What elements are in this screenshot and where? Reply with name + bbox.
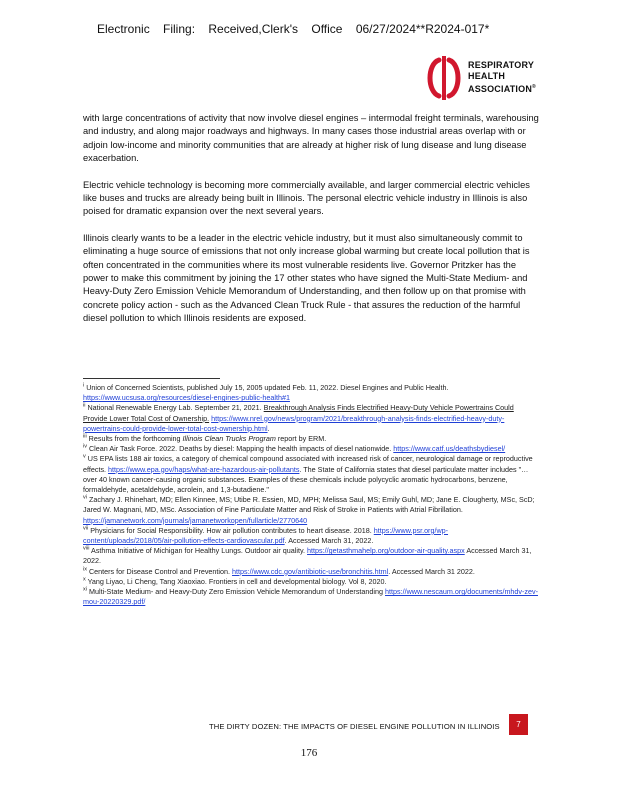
footnote	[83, 434, 538, 444]
filing-stamp: Electronic Filing: Received,Clerk's Office 06/27/2024**R2024-017*	[97, 22, 490, 36]
footnote-text: Physicians for Social Responsibility. How air pollution contributes to heart disease. 2018.	[90, 525, 374, 535]
footnote-text: US EPA lists 188 air toxics, a category of chemical compound associated with increased risk of cancer, neurological damage or reproductive effects.	[83, 454, 533, 474]
footnote-link[interactable]: https://www.ucsusa.org/resources/diesel-engines-public-health#1	[83, 393, 290, 403]
footnote-marker: viii	[83, 545, 90, 552]
logo-registered-mark: ®	[532, 84, 536, 90]
footnote	[83, 526, 538, 546]
footnote-marker: ix	[83, 566, 87, 573]
body-text	[83, 112, 543, 339]
footnote	[83, 383, 538, 403]
footnote	[83, 587, 538, 607]
footnote-marker: iv	[83, 443, 87, 450]
footnote-title: Breakthrough Analysis Finds Electrified Heavy-Duty Vehicle Powertrains Could Provide Lower Total Cost of Ownership.	[83, 403, 514, 423]
footnote-text: Results from the forthcoming	[88, 434, 183, 444]
footnote-marker: vi	[83, 494, 87, 501]
footnote-link[interactable]: https://getasthmahelp.org/outdoor-air-quality.aspx	[307, 546, 465, 556]
footnote-marker: iii	[83, 433, 87, 440]
footnote-text: National Renewable Energy Lab. September 21, 2021.	[87, 403, 264, 413]
footnote	[83, 444, 538, 454]
paragraph: Illinois clearly wants to be a leader in the electric vehicle industry, but it must also simultaneously commit to eliminating a huge source of emissions that not only increase global warming but create local pollution that is often concentrated in the communities where its most vulnerable residents live. Governor Pritzker has the power to make this commitment by joining the 17 other states who have signed the Multi-State Medium- and Heavy-Duty Zero Emission Vehicle Memorandum of Understanding, and then follow up on that promise with concrete policy action - such as the Advanced Clean Truck Rule - that assures the reduction of the harmful diesel pollution to which Illinois residents are exposed.	[83, 232, 530, 324]
footnote-link[interactable]: https://www.catf.us/deathsbydiesel/	[393, 444, 506, 454]
footnote-tail: report by ERM.	[275, 434, 327, 444]
footnote-marker: i	[83, 382, 85, 389]
footnote-link[interactable]: https://www.cdc.gov/antibiotic-use/bronchitis.html	[232, 566, 389, 576]
logo-line-association: ASSOCIATION	[468, 84, 533, 94]
footnote-marker: vii	[83, 525, 89, 532]
footnote-tail: . The State of California states that diesel particulate matter includes "… over 40 known cancer-causing organic substances. Examples of these chemicals include polycyclic aromatic hydrocarbons, benzene, formaldehyde, acetaldehyde, acrolein, and 1,3-butadiene."	[83, 464, 529, 495]
page-badge: 7	[509, 714, 528, 735]
footnote	[83, 567, 538, 577]
logo-line-respiratory: RESPIRATORY	[468, 60, 535, 70]
footnote-tail: .	[267, 423, 270, 433]
rha-logo-icon	[424, 56, 464, 100]
footnote	[83, 454, 538, 495]
rha-logo	[424, 56, 544, 102]
footnote-text: Yang Liyao, Li Cheng, Tang Xiaoxiao. Frontiers in cell and developmental biology. Vol 8, 2020.	[87, 576, 387, 586]
footnote-link[interactable]: https://www.epa.gov/haps/what-are-hazardous-air-pollutants	[108, 464, 300, 474]
footer-report-title: THE DIRTY DOZEN: THE IMPACTS OF DIESEL ENGINE POLLUTION IN ILLINOIS	[209, 722, 500, 731]
footnote	[83, 546, 538, 566]
footnote-link[interactable]: https://www.nrel.gov/news/program/2021/breakthrough-analysis-finds-electrified-heavy-duty-powertrains-could-provide-lower-total-cost-ownership.html	[83, 413, 505, 433]
footnote-tail: . Accessed March 31 2022.	[388, 566, 475, 576]
footnote-text: Centers for Disease Control and Prevention.	[88, 566, 233, 576]
footnote-text: Multi-State Medium- and Heavy-Duty Zero Emission Vehicle Memorandum of Understanding	[88, 587, 385, 597]
footnote-link[interactable]: https://www.psr.org/wp-content/uploads/2018/05/air-pollution-effects-cardiovascular.pdf	[83, 525, 449, 546]
footnotes	[83, 383, 538, 607]
logo-line-health: HEALTH	[468, 71, 506, 81]
footnote-link[interactable]: https://www.nescaum.org/documents/mhdv-zev-mou-20220329.pdf/	[83, 587, 538, 607]
footnote	[83, 577, 538, 587]
footnote-text: Asthma Initiative of Michigan for Healthy Lungs. Outdoor air quality.	[91, 546, 308, 556]
footnote-marker: xi	[83, 586, 87, 593]
footnote-tail: Accessed March 31, 2022.	[83, 546, 532, 566]
footnote-link[interactable]: https://jamanetwork.com/journals/jamanetworkopen/fullarticle/2770640	[83, 515, 308, 525]
footnote-italic: Illinois Clean Trucks Program	[182, 434, 276, 444]
footnote	[83, 495, 538, 526]
page-number: 176	[300, 747, 318, 759]
footnote-marker: ii	[83, 403, 86, 410]
footnote-divider	[83, 378, 220, 379]
paragraph: with large concentrations of activity that now involve diesel engines – intermodal freight terminals, warehousing and industry, and along major roadways and highways. In many cases those industrial areas overlap with or adjoin low-income and minority communities that are already at higher risk of lung disease and lung disease exacerbation.	[83, 113, 539, 164]
footnote-text: Clean Air Task Force. 2022. Deaths by diesel: Mapping the health impacts of diesel nationwide.	[88, 444, 394, 454]
paragraph: Electric vehicle technology is becoming more commercially available, and larger commercial electric vehicles like buses and trucks are already being built in Illinois. The personal electric vehicle industry in Illinois is also poised for dramatic expansion over the next several years.	[83, 179, 530, 217]
footnote-marker: x	[83, 576, 86, 583]
footnote	[83, 403, 538, 434]
footnote-marker: v	[83, 454, 86, 461]
footnote-tail: . Accessed March 31, 2022.	[284, 536, 374, 546]
footnote-text: Zachary J. Rhinehart, MD; Ellen Kinnee, MS; Utibe R. Essien, MD, MPH; Melissa Saul, MS; Emily Guhl, MD; Jane E. Clougherty, MSc, ScD; Jared W. Magnani, MD, MSc. Association of Fine Particulate Matter and Risk of Stroke in Patients with Atrial Fibrillation.	[83, 495, 535, 515]
footnote-text: Union of Concerned Scientists, published July 15, 2005 updated Feb. 11, 2022. Diesel Engines and Public Health.	[86, 383, 449, 392]
